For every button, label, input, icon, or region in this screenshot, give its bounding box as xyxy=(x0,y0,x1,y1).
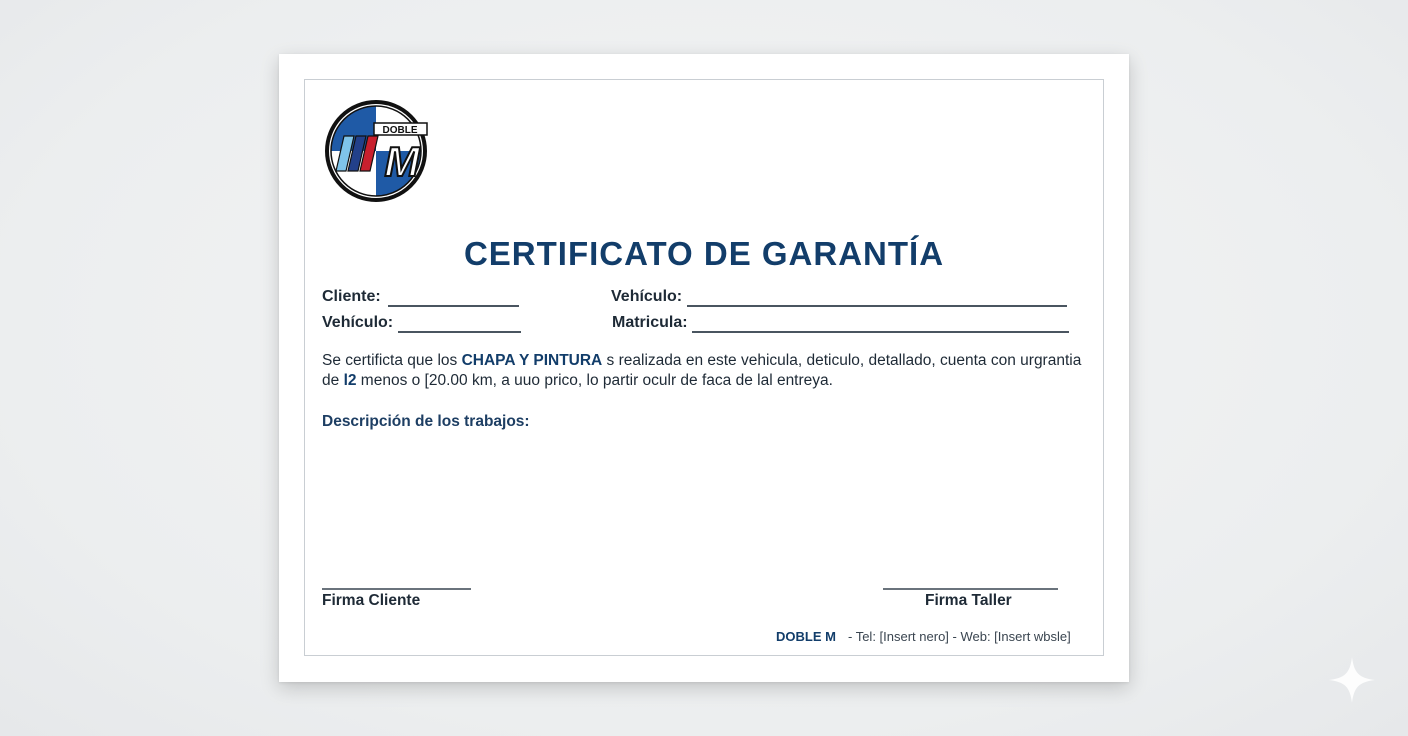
footer-brand xyxy=(776,629,836,644)
footer-contact: - Tel: [Insert nero] - Web: [Insert wbsle] xyxy=(848,629,1071,644)
paragraph-highlight-service: CHAPA Y PINTURA xyxy=(461,352,603,369)
paragraph-part2: s realizada en este vehicula, deticulo, detallado, cuenta con urgrantia de xyxy=(322,352,1082,389)
certificate-title: CERTIFICATO DE GARANTÍA xyxy=(463,235,945,272)
vehiculo-right-line xyxy=(687,305,1067,307)
paragraph-part3: menos o [20.00 km, a uuo prico, lo partir oculr de faca de lal entreya. xyxy=(356,372,833,389)
warranty-paragraph xyxy=(322,351,1082,391)
client-signature-label: Firma Cliente xyxy=(322,592,421,609)
doble-m-logo-icon xyxy=(322,99,430,203)
vehiculo-left-line xyxy=(398,331,521,333)
certificate-card xyxy=(279,54,1129,682)
workshop-signature-label: Firma Taller xyxy=(925,592,1012,609)
cliente-label: Cliente: xyxy=(322,288,381,305)
workshop-signature-line xyxy=(883,588,1058,590)
paragraph-highlight-term: l2 xyxy=(343,372,357,389)
description-label: Descripción de los trabajos: xyxy=(322,413,530,430)
footer-brand-name: DOBLE M xyxy=(776,629,836,644)
vehiculo-right-label: Vehículo: xyxy=(611,288,683,305)
svg-text:DOBLE: DOBLE xyxy=(382,125,418,136)
vehiculo-left-label: Vehículo: xyxy=(322,314,394,331)
matricula-line xyxy=(692,331,1069,333)
client-signature-line xyxy=(322,588,471,590)
matricula-label: Matricula: xyxy=(612,314,688,331)
sparkle-icon xyxy=(1327,655,1377,705)
paragraph-part1: Se certificta que los xyxy=(322,352,462,369)
svg-text:M: M xyxy=(384,138,420,185)
cliente-line xyxy=(388,305,519,307)
